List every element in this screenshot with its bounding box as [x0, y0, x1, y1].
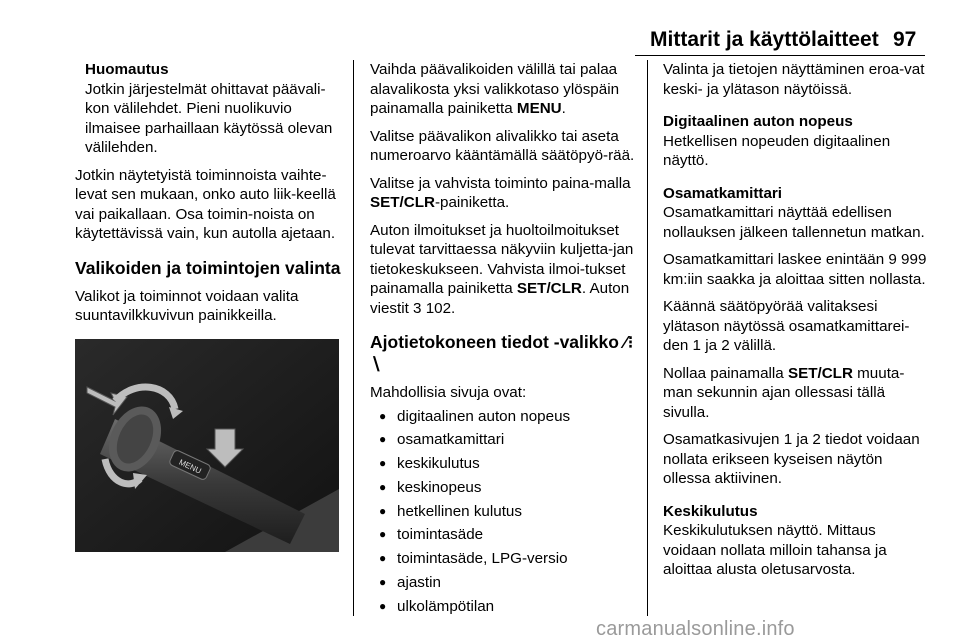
subheading: Digitaalinen auton nopeus — [663, 113, 853, 130]
text-run: muuta-man sekunnin ajan ollessasi tällä sivulla. — [663, 364, 905, 421]
column-divider-2 — [647, 60, 648, 616]
set-clr-key-label: SET/CLR — [787, 364, 853, 382]
list-item: ● osamatkamittari — [370, 430, 635, 450]
note-box — [75, 60, 343, 158]
page-ref-icon: 3 — [413, 299, 422, 317]
menu-button-label: MENU — [177, 457, 203, 476]
column-divider-1 — [353, 60, 354, 616]
text-run: Nollaa painamalla — [663, 364, 788, 382]
set-clr-key-label: SET/CLR — [516, 280, 582, 297]
paragraph: Valitse päävalikon alivalikko tai aseta numeroarvo kääntämällä säätöpyö-rää. — [370, 127, 635, 164]
page-number: 97 — [893, 28, 917, 51]
text-run: -painiketta. — [434, 194, 510, 211]
paragraph — [370, 221, 635, 319]
heading-text: Ajotietokoneen tiedot -valikko — [370, 332, 619, 352]
list-item: ● keskikulutus — [370, 454, 635, 474]
page-header — [0, 0, 960, 58]
paragraph: Hetkellisen nopeuden digitaalinen näyttö. — [663, 132, 891, 169]
section-heading: Valikoiden ja toimintojen valinta — [75, 257, 341, 278]
text-run: 102. — [421, 299, 456, 317]
column-1 — [75, 60, 343, 326]
watermark: carmanualsonline.info — [596, 618, 795, 640]
paragraph: Valinta ja tietojen näyttäminen eroa-vat keski- ja ylätason näytöissä. — [663, 61, 925, 98]
paragraph: Mahdollisia sivuja ovat: — [370, 384, 527, 401]
paragraph: Osamatkasivujen 1 ja 2 tiedot voidaan nollata erikseen kyseisen näytön ollessa aktiivinen. — [663, 431, 920, 487]
menu-key-label: MENU — [516, 100, 562, 117]
subheading: Keskikulutus — [663, 502, 758, 520]
subheading: Osamatkamittari — [663, 184, 783, 202]
paragraph: Käännä säätöpyörää valitaksesi ylätason näytössä osamatkamittarei-den 1 ja 2 välillä. — [663, 298, 910, 354]
list-item: ● toimintasäde — [370, 525, 635, 545]
text-run: . Auton viestit — [370, 280, 630, 317]
paragraph: Keskikulutuksen näyttö. Mittaus voidaan nollata milloin tahansa ja aloittaa alusta oletusarvosta. — [663, 522, 887, 578]
list-item: ● keskinopeus — [370, 478, 635, 498]
stalk-illustration-svg — [75, 339, 339, 552]
text-run: Valitse ja vahvista toiminto paina-malla — [370, 174, 631, 192]
page-list — [370, 407, 635, 617]
paragraph: Jotkin näytetyistä toiminnoista vaihte-levat sen mukaan, onko auto liik-keellä vai paikallaan. Osa toimin-noista on käytettävissä vain, kun autolla ajetaan. — [75, 166, 336, 242]
list-item: ● hetkellinen kulutus — [370, 502, 635, 522]
trip-computer-icon: ⁄⁝∖ — [370, 332, 635, 374]
column-3 — [663, 60, 931, 580]
paragraph — [370, 60, 635, 119]
paragraph: Valikot ja toiminnot voidaan valita suuntavilkkuvivun painikkeilla. — [75, 287, 299, 324]
column-2 — [370, 60, 635, 621]
text-run: . — [561, 100, 566, 117]
section-heading — [370, 331, 635, 375]
paragraph — [370, 174, 635, 213]
text-run: Vaihda päävalikoiden välillä tai palaa alavalikosta yksi valikkotaso ylöspäin painamalla painiketta — [370, 61, 620, 117]
note-title: Huomautus — [85, 61, 169, 78]
list-item: ● ajastin — [370, 573, 635, 593]
paragraph — [663, 364, 931, 423]
list-item: ● ulkolämpötilan — [370, 597, 635, 617]
paragraph: Osamatkamittari laskee enintään 9 999 km:iin saakka ja aloittaa sitten nollasta. — [663, 251, 927, 288]
stalk-illustration — [75, 339, 339, 552]
set-clr-key-label: SET/CLR — [370, 194, 435, 211]
text-run: Auton ilmoitukset ja huoltoilmoitukset tulevat tarvittaessa näkyviin kuljetta-jan tietokeskukseen. Vahvista ilmoi-tukset painamalla painiketta — [370, 221, 634, 297]
list-item: ● digitaalinen auton nopeus — [370, 407, 635, 427]
note-body: Jotkin järjestelmät ohittavat päävali-kon välilehdet. Pieni nuolikuvio ilmaisee parhaillaan käytössä olevan välilehden. — [85, 80, 333, 156]
page-title: Mittarit ja käyttölaitteet — [650, 28, 879, 51]
paragraph: Osamatkamittari näyttää edellisen nollauksen jälkeen tallennetun matkan. — [663, 204, 925, 241]
list-item: ● toimintasäde, LPG-versio — [370, 549, 635, 569]
header-rule — [635, 55, 925, 56]
